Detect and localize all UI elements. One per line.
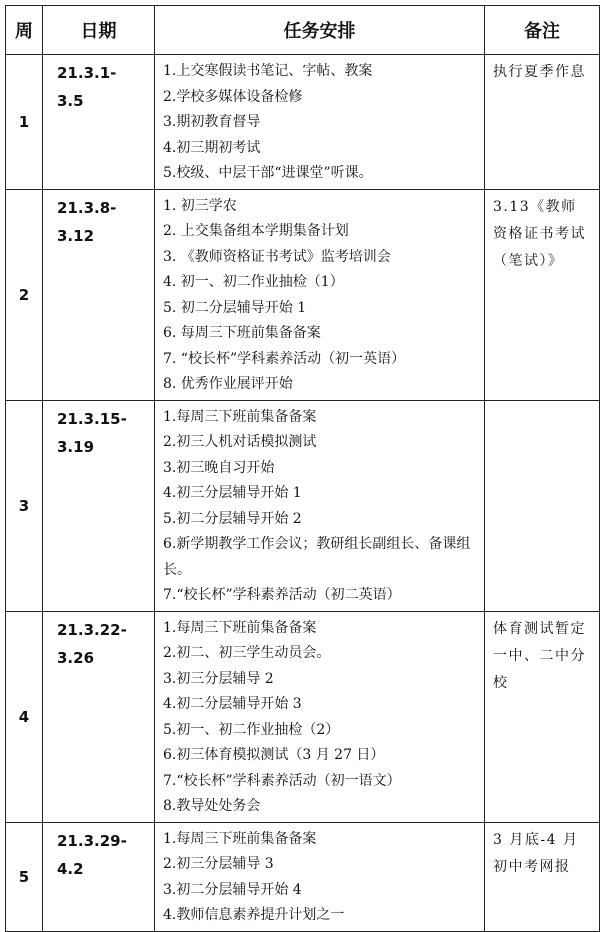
task-item: 3. 《教师资格证书考试》监考培训会 — [163, 248, 391, 265]
date-end: 3.5 — [57, 92, 84, 110]
task-item: 5.初一、初二作业抽检（2） — [163, 721, 340, 738]
task-item: 6. 每周三下班前集备备案 — [163, 325, 321, 341]
task-item: 5. 初二分层辅导开始 1 — [163, 299, 307, 316]
task-item: 1.每周三下班前集备备案 — [163, 619, 317, 636]
date-range — [43, 189, 155, 400]
week-number: 4 — [6, 611, 43, 822]
task-item: 4.初二分层辅导开始 3 — [163, 696, 302, 712]
task-item: 6.初三体育模拟测试（3 月 27 日） — [163, 747, 385, 763]
table-row — [6, 822, 600, 931]
week-number: 2 — [6, 189, 43, 400]
header-note: 备注 — [485, 6, 600, 55]
task-list — [155, 611, 485, 822]
note: 执行夏季作息 — [485, 55, 600, 190]
date-start: 21.3.29- — [57, 831, 127, 850]
task-list — [155, 189, 485, 400]
header-week: 周 — [6, 6, 43, 55]
task-item: 1.每周三下班前集备备案 — [163, 408, 317, 425]
task-item: 7. “校长杯”学科素养活动（初一英语） — [163, 350, 406, 367]
task-list — [155, 822, 485, 931]
date-end: 3.12 — [57, 226, 95, 245]
task-item: 3.初二分层辅导开始 4 — [163, 881, 302, 898]
task-item: 1.上交寒假读书笔记、字帖、教案 — [163, 63, 373, 79]
task-item: 4.初三期初考试 — [163, 139, 261, 156]
task-item: 6.新学期教学工作会议；教研组长副组长、备课组长。 — [163, 536, 471, 578]
task-item: 4.初三分层辅导开始 1 — [163, 485, 302, 501]
week-number: 5 — [6, 822, 43, 931]
date-range — [43, 822, 155, 931]
task-item: 3.初三分层辅导 2 — [163, 670, 274, 687]
table-row — [6, 611, 600, 822]
header-tasks: 任务安排 — [155, 6, 485, 55]
task-item: 4. 初一、初二作业抽检（1） — [163, 274, 344, 290]
date-start: 21.3.8- — [57, 198, 117, 217]
task-item: 5.校级、中层干部“进课堂”听课。 — [163, 165, 373, 181]
task-item: 2.初三分层辅导 3 — [163, 856, 274, 872]
table-row — [6, 55, 600, 190]
task-item: 2. 上交集备组本学期集备计划 — [163, 223, 349, 239]
task-item: 1. 初三学农 — [163, 197, 237, 214]
note: 3 月底-4 月初中考网报 — [485, 822, 600, 931]
task-item: 1.每周三下班前集备备案 — [163, 830, 317, 847]
date-end: 4.2 — [57, 859, 84, 878]
task-item: 2.初三人机对话模拟测试 — [163, 434, 317, 450]
schedule-table — [5, 5, 600, 932]
task-item: 8.教导处处务会 — [163, 798, 261, 814]
week-number: 3 — [6, 400, 43, 611]
task-item: 5.初二分层辅导开始 2 — [163, 510, 302, 527]
note: 3.13《教师资格证书考试（笔试）》 — [485, 189, 600, 400]
date-start: 21.3.1- — [57, 64, 117, 82]
task-item: 3.初三晚自习开始 — [163, 459, 275, 476]
note: 体育测试暂定一中、二中分校 — [485, 611, 600, 822]
table-row — [6, 189, 600, 400]
header-date: 日期 — [43, 6, 155, 55]
task-item: 7.“校长杯”学科素养活动（初一语文） — [163, 772, 401, 789]
task-item: 2.初二、初三学生动员会。 — [163, 645, 331, 661]
date-end: 3.19 — [57, 437, 95, 456]
task-item: 7.“校长杯”学科素养活动（初二英语） — [163, 587, 401, 603]
date-range — [43, 611, 155, 822]
task-item: 3.期初教育督导 — [163, 114, 261, 130]
date-end: 3.26 — [57, 648, 95, 667]
task-item: 4.教师信息素养提升计划之一 — [163, 907, 345, 923]
task-item: 2.学校多媒体设备检修 — [163, 88, 303, 105]
task-list — [155, 400, 485, 611]
table-row — [6, 400, 600, 611]
week-number: 1 — [6, 55, 43, 190]
date-range — [43, 55, 155, 190]
task-item: 8. 优秀作业展评开始 — [163, 376, 293, 392]
note — [485, 400, 600, 611]
header-row — [6, 6, 600, 55]
task-list — [155, 55, 485, 190]
date-range — [43, 400, 155, 611]
date-start: 21.3.22- — [57, 620, 127, 639]
date-start: 21.3.15- — [57, 409, 127, 428]
